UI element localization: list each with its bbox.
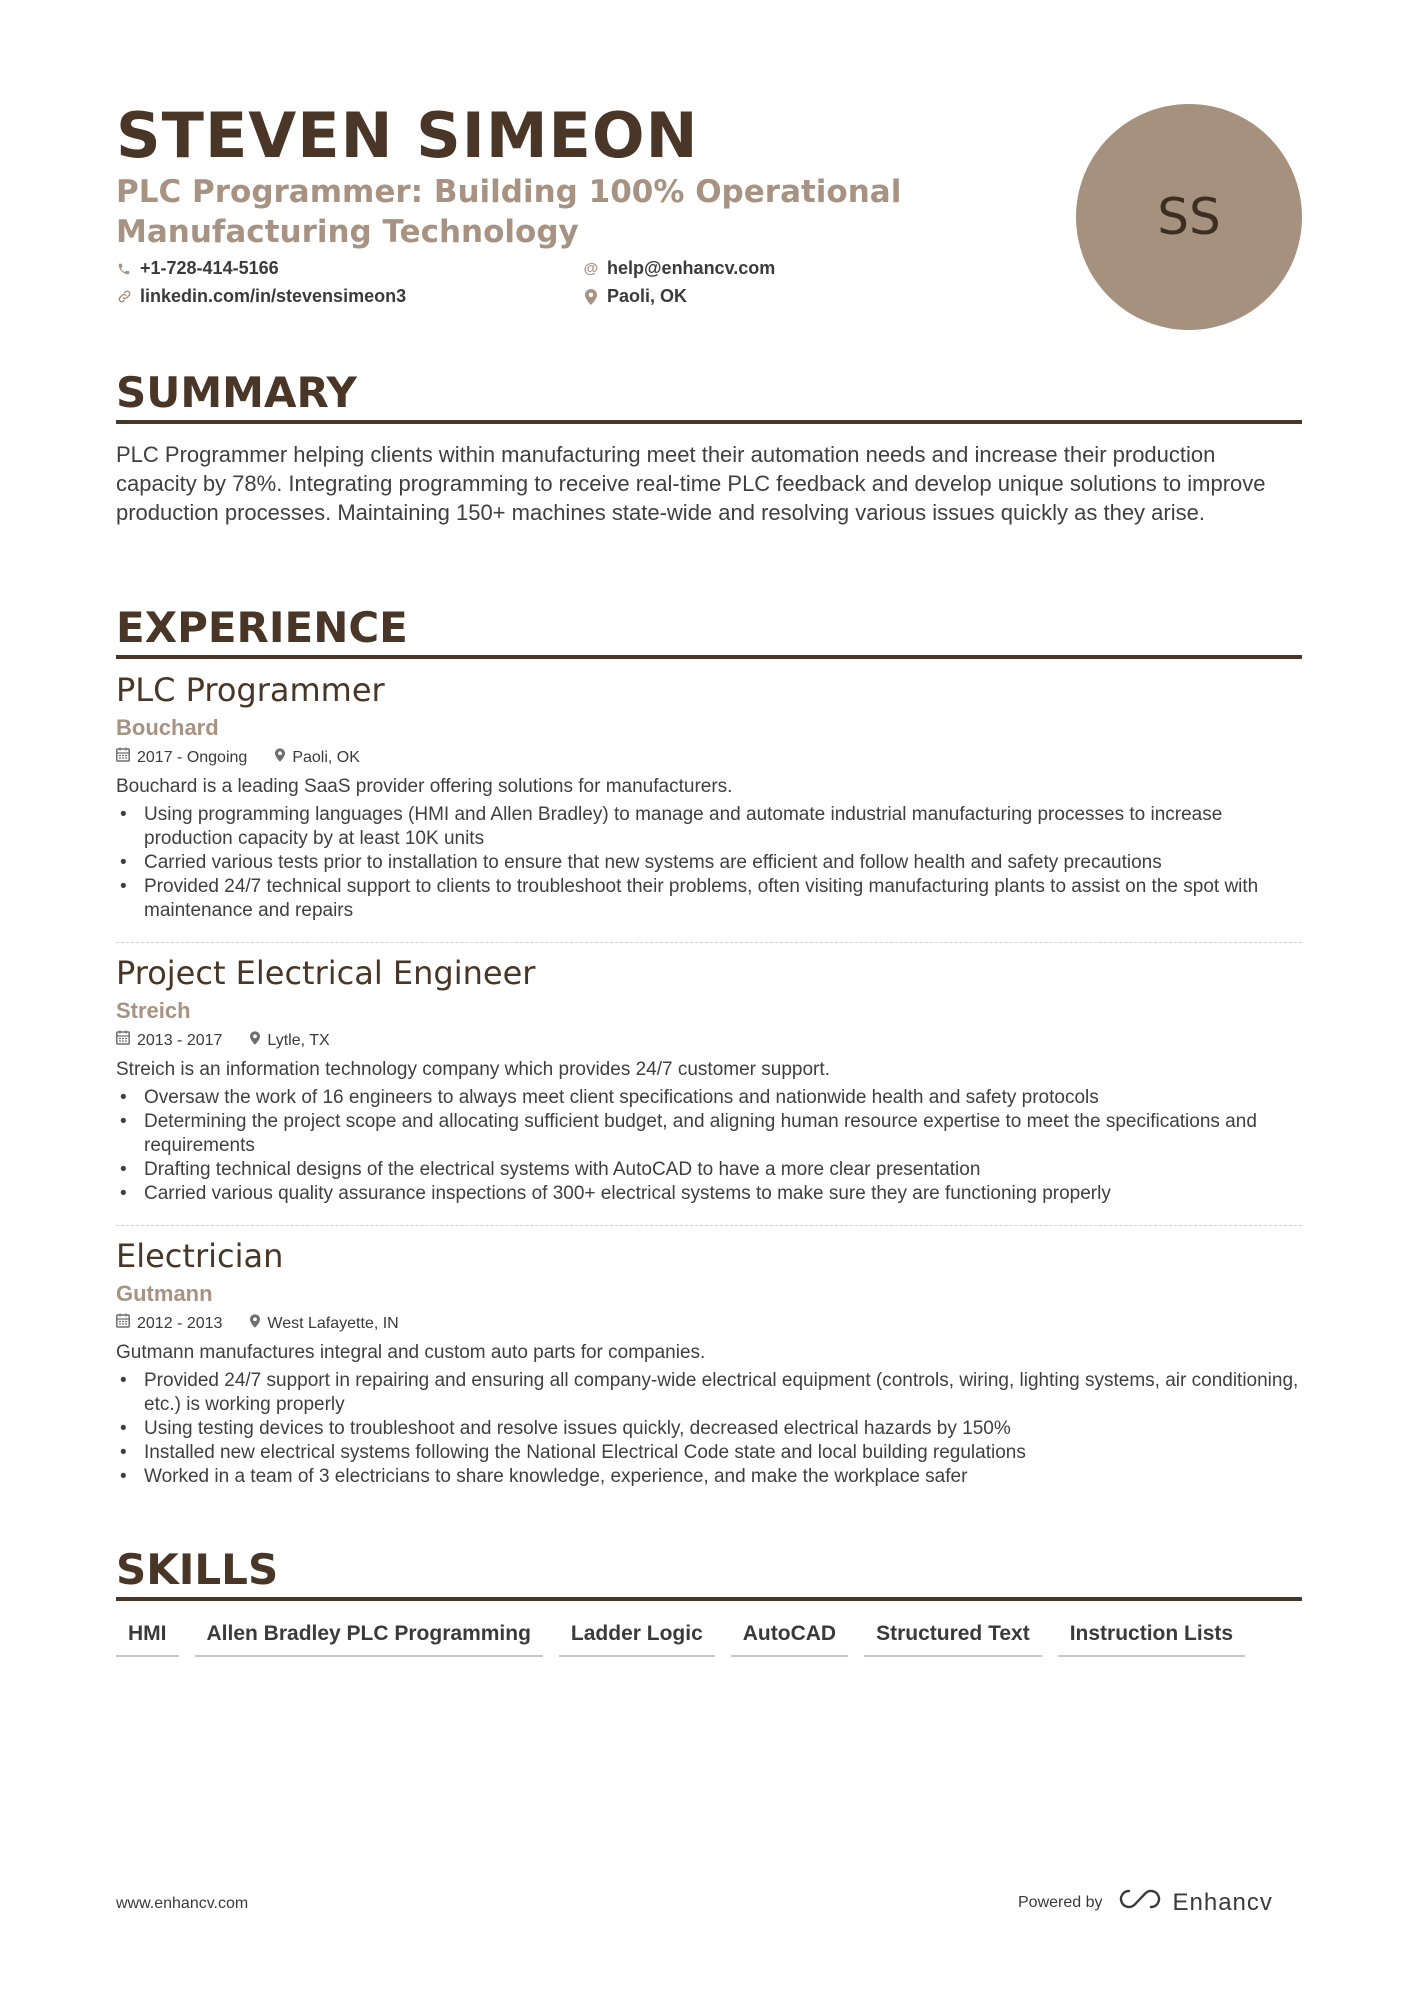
location-contact [583, 286, 687, 307]
company-name: Streich [116, 998, 191, 1023]
company-description: Streich is an information technology company which provides 24/7 customer support. [116, 1059, 830, 1080]
calendar-icon [116, 746, 130, 770]
experience-heading: EXPERIENCE [116, 603, 1302, 659]
experience-entry [116, 670, 1302, 923]
contact-info [116, 258, 1016, 318]
achievement-list [116, 803, 1302, 923]
job-title: Project Electrical Engineer [116, 954, 536, 992]
skills-list [116, 1620, 1245, 1657]
skill-tag: Allen Bradley PLC Programming [195, 1620, 543, 1657]
email-contact[interactable] [583, 258, 775, 279]
list-item: • Carried various tests prior to installation to ensure that new systems are efficient and follow health and safety precautions [116, 851, 1302, 875]
phone-contact[interactable] [116, 258, 279, 279]
skill-tag: Instruction Lists [1058, 1620, 1245, 1657]
skill-tag: Structured Text [864, 1620, 1042, 1657]
experience-entry [116, 953, 1302, 1206]
job-dates: 2017 - Ongoing [137, 749, 248, 766]
location-pin-icon [250, 1312, 260, 1336]
location-text: Paoli, OK [607, 286, 688, 306]
phone-text: +1-728-414-5166 [140, 258, 279, 278]
experience-entry [116, 1236, 1302, 1489]
link-icon [116, 289, 132, 305]
job-meta [116, 1029, 1302, 1053]
enhancv-logo-icon [1117, 1887, 1163, 1918]
list-item: • Provided 24/7 support in repairing and ensuring all company-wide electrical equipment (controls, wiring, lighting systems, air conditioning, etc.) is working properly [116, 1369, 1302, 1417]
job-location: Paoli, OK [292, 749, 360, 766]
achievement-list [116, 1086, 1302, 1206]
list-item: • Installed new electrical systems following the National Electrical Code state and local building regulations [116, 1441, 1302, 1465]
avatar-initials: SS [1157, 188, 1221, 246]
skill-tag: AutoCAD [731, 1620, 848, 1657]
skills-heading: SKILLS [116, 1545, 1302, 1601]
skill-tag: HMI [116, 1620, 179, 1657]
list-item: • Oversaw the work of 16 engineers to always meet client specifications and nationwide health and safety protocols [116, 1086, 1302, 1110]
company-description: Bouchard is a leading SaaS provider offering solutions for manufacturers. [116, 776, 733, 797]
website-link[interactable]: www.enhancv.com [116, 1895, 249, 1912]
company-name: Gutmann [116, 1281, 213, 1306]
location-pin-icon [275, 746, 285, 770]
job-location: West Lafayette, IN [267, 1315, 399, 1332]
company-name: Bouchard [116, 715, 219, 740]
calendar-icon [116, 1029, 130, 1053]
email-text: help@enhancv.com [607, 258, 776, 278]
linkedin-text: linkedin.com/in/stevensimeon3 [140, 286, 407, 306]
job-dates: 2013 - 2017 [137, 1032, 223, 1049]
entry-divider [116, 1225, 1302, 1226]
job-title: Electrician [116, 1237, 284, 1275]
list-item: • Provided 24/7 technical support to clients to troubleshoot their problems, often visiting manufacturing plants to assist on the spot with maintenance and repairs [116, 875, 1302, 923]
list-item: • Carried various quality assurance inspections of 300+ electrical systems to make sure they are functioning properly [116, 1182, 1302, 1206]
powered-by-label: Powered by [1018, 1893, 1103, 1911]
list-item: • Using programming languages (HMI and Allen Bradley) to manage and automate industrial manufacturing processes to increase production capacity by at least 10K units [116, 803, 1302, 851]
company-description: Gutmann manufactures integral and custom auto parts for companies. [116, 1342, 706, 1363]
skill-tag: Ladder Logic [559, 1620, 715, 1657]
calendar-icon [116, 1312, 130, 1336]
list-item: • Determining the project scope and allocating sufficient budget, and aligning human resource expertise to meet the specifications and requirements [116, 1110, 1302, 1158]
job-title: PLC Programmer [116, 671, 385, 709]
list-item: • Drafting technical designs of the electrical systems with AutoCAD to have a more clear presentation [116, 1158, 1302, 1182]
headline: PLC Programmer: Building 100% Operational Manufacturing Technology [116, 174, 902, 250]
linkedin-contact[interactable] [116, 286, 406, 307]
entry-divider [116, 942, 1302, 943]
summary-heading: SUMMARY [116, 368, 1302, 424]
candidate-name: STEVEN SIMEON [116, 99, 699, 172]
job-meta [116, 746, 1302, 770]
brand-name: Enhancv [1172, 1888, 1273, 1916]
job-dates: 2012 - 2013 [137, 1315, 223, 1332]
job-meta [116, 1312, 1302, 1336]
list-item: • Worked in a team of 3 electricians to share knowledge, experience, and make the workplace safer [116, 1465, 1302, 1489]
achievement-list [116, 1369, 1302, 1489]
avatar [1076, 104, 1302, 330]
job-location: Lytle, TX [267, 1032, 330, 1049]
brand-logo [1117, 1887, 1273, 1918]
location-pin-icon [583, 289, 599, 305]
summary-text: PLC Programmer helping clients within manufacturing meet their automation needs and increase their production capacity by 78%. Integrating programming to receive real-time PLC feedback and develop unique solutions to improve production processes. Maintaining 150+ machines state-wide and resolving various issues quickly as they arise. [116, 442, 1266, 525]
at-icon: @ [583, 260, 599, 277]
phone-icon [116, 261, 132, 277]
powered-by[interactable] [1018, 1887, 1273, 1918]
list-item: • Using testing devices to troubleshoot and resolve issues quickly, decreased electrical hazards by 150% [116, 1417, 1302, 1441]
location-pin-icon [250, 1029, 260, 1053]
